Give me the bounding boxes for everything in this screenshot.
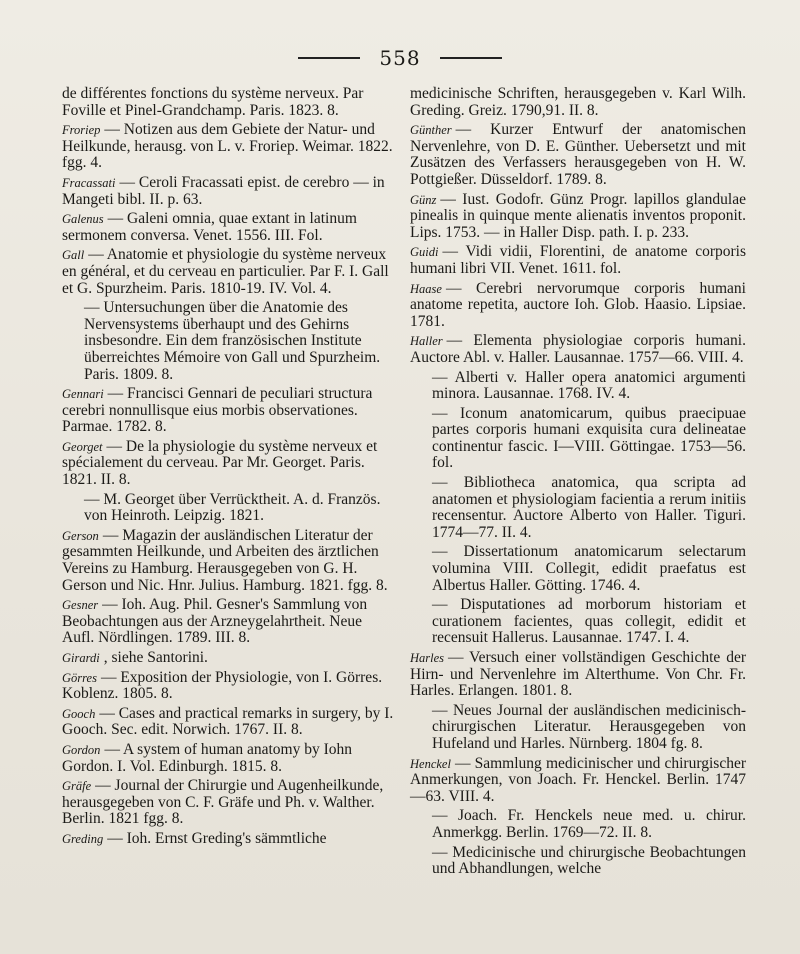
- header-rule-right: [440, 57, 502, 59]
- author-name: Gordon: [62, 742, 101, 757]
- entry-text: — A system of human anatomy by Iohn Gordon. I. Vol. Edinburgh. 1815. 8.: [62, 740, 352, 775]
- bibliography-entry: [62, 175, 394, 208]
- bibliography-entry: [410, 122, 746, 188]
- bibliography-entry: [62, 86, 394, 119]
- bibliography-entry: [410, 192, 746, 242]
- author-name: Günz: [410, 192, 437, 207]
- entry-text: — Elementa physiologiae corporis humani. Auctore Abl. v. Haller. Lausannae. 1757—66. VIII. 4.: [410, 332, 746, 366]
- bibliography-entry: [410, 406, 746, 472]
- entry-text: — Anatomie et physiologie du système nerveux en général, et du cerveau en particulier. Par F. I. Gall et G. Spurzheim. Paris. 1810-19. IV. Vol. 4.: [62, 246, 389, 297]
- author-name: Greding: [62, 831, 104, 846]
- author-name: Günther: [410, 123, 452, 138]
- author-name: Guidi: [410, 245, 439, 260]
- bibliography-entry: [62, 597, 394, 647]
- author-name: Haller: [410, 334, 443, 349]
- bibliography-entry: [62, 670, 394, 703]
- author-name: Galenus: [62, 212, 104, 227]
- author-name: Henckel: [410, 756, 451, 771]
- header-rule-left: [298, 57, 360, 59]
- entry-text: — Dissertationum anatomicarum selectarum volumina VIII. Collegit, edidit praefatus est Albertus Haller. Götting. 1746. 4.: [432, 543, 746, 594]
- entry-text: — Iconum anatomicarum, quibus praecipuae partes corporis humani exquisita cura delineatae continentur fascic. I—VIII. Göttingae. 1753—56. fol.: [432, 404, 746, 472]
- bibliography-entry: [410, 756, 746, 806]
- entry-text: — Neues Journal der ausländischen medicinisch-chirurgischen Literatur. Herausgegeben von Hufeland und Harles. Nürnberg. 1804 fg. 8.: [432, 701, 746, 752]
- page-number: 558: [379, 46, 421, 70]
- entry-text: — Iust. Godofr. Günz Progr. lapillos glandulae pinealis in quinque mente alienatis inventos proponit. Lips. 1753. — in Haller Disp. path. I. p. 233.: [410, 190, 746, 241]
- bibliography-entry: [410, 597, 746, 647]
- author-name: Gall: [62, 248, 85, 263]
- bibliography-entry: [410, 244, 746, 277]
- entry-text: — Cases and practical remarks in surgery, by I. Gooch. Sec. edit. Norwich. 1767. II. 8.: [62, 704, 394, 739]
- bibliography-entry: [410, 281, 746, 331]
- author-name: Haase: [410, 281, 442, 296]
- bibliography-entry: [62, 650, 394, 667]
- bibliography-entry: [410, 544, 746, 594]
- author-name: Gennari: [62, 387, 104, 402]
- entry-text: — Alberti v. Haller opera anatomici argumenti minora. Lausannae. 1768. IV. 4.: [432, 368, 746, 403]
- bibliography-entry: [410, 333, 746, 366]
- bibliography-entry: [62, 778, 394, 828]
- entry-text: — Joach. Fr. Henckels neue med. u. chirur. Anmerkgg. Berlin. 1769—72. II. 8.: [432, 807, 746, 841]
- left-column: [62, 86, 394, 851]
- entry-text: — De la physiologie du système nerveux et spécialement du cerveau. Par Mr. Georget. Paris. 1821. II. 8.: [62, 437, 378, 489]
- author-name: Gooch: [62, 706, 96, 721]
- bibliography-entry: [410, 703, 746, 753]
- right-column: [410, 86, 746, 881]
- bibliography-entry: [62, 211, 394, 244]
- entry-text: — Galeni omnia, quae extant in latinum sermonem conversa. Venet. 1556. III. Fol.: [62, 210, 357, 244]
- author-name: Gerson: [62, 528, 99, 543]
- bibliography-entry: [410, 86, 746, 119]
- author-name: Gräfe: [62, 779, 92, 794]
- bibliography-entry: [62, 439, 394, 489]
- author-name: Girardi: [62, 651, 100, 665]
- author-name: Gesner: [62, 598, 99, 613]
- entry-text: — Kurzer Entwurf der anatomischen Nervenlehre, von D. E. Günther. Uebersetzt und mit Zusätzen des Verfassers herausgegeben von H. W. Pottgießer. Düsseldorf. 1789. 8.: [410, 121, 746, 188]
- author-name: Görres: [62, 670, 97, 685]
- bibliography-entry: [62, 247, 394, 297]
- entry-text: — Journal der Chirurgie und Augenheilkunde, herausgegeben von C. F. Gräfe und Ph. v. Walther. Berlin. 1821 fgg. 8.: [62, 777, 384, 828]
- bibliography-entry: [62, 742, 394, 775]
- entry-text: — Versuch einer vollständigen Geschichte der Hirn- und Nervenlehre im Alterthume. Von Chr. Fr. Harles. Erlangen. 1801. 8.: [410, 649, 746, 700]
- entry-text: — Ioh. Aug. Phil. Gesner's Sammlung von Beobachtungen aus der Arzneygelahrtheit. Neue Aufl. Nördlingen. 1789. III. 8.: [62, 596, 368, 647]
- entry-text: medicinische Schriften, herausgegeben v. Karl Wilh. Greding. Greiz. 1790,91. II. 8.: [410, 85, 746, 119]
- bibliography-entry: [410, 845, 746, 878]
- author-name: Georget: [62, 439, 103, 454]
- author-name: Fracassati: [62, 175, 116, 190]
- entry-text: — Magazin der ausländischen Literatur der gesammten Heilkunde, und Arbeiten des ärztlichen Vereins zu Hamburg. Herausgegeben von G. H. Gerson und Nic. Hnr. Julius. Hamburg. 1821. fgg. 8.: [62, 526, 388, 594]
- bibliography-entry: [410, 475, 746, 541]
- entry-text: — Ioh. Ernst Greding's sämmtliche: [107, 829, 327, 847]
- bibliography-entry: [410, 370, 746, 403]
- entry-text: — Sammlung medicinischer und chirurgischer Anmerkungen, von Joach. Fr. Henckel. Berlin. 1747—63. VIII. 4.: [410, 754, 746, 805]
- entry-text: — Vidi vidii, Florentini, de anatome corporis humani libri VII. Venet. 1611. fol.: [410, 243, 746, 277]
- entry-text: — Disputationes ad morborum historiam et curationem facientes, quas collegit, edidit et recensuit Hallerus. Lausannae. 1747. I. 4.: [432, 596, 746, 647]
- bibliography-entry: [62, 492, 394, 525]
- entry-text: — Francisci Gennari de peculiari structura cerebri nonnullisque eius morbis observationes. Parmae. 1782. 8.: [62, 385, 373, 436]
- page-header: [0, 46, 800, 70]
- entry-text: — Medicinische und chirurgische Beobachtungen und Abhandlungen, welche: [432, 843, 746, 878]
- bibliography-entry: [62, 528, 394, 594]
- bibliography-entry: [62, 122, 394, 172]
- bibliography-entry: [62, 831, 394, 848]
- bibliography-entry: [62, 300, 394, 383]
- entry-text: — Exposition der Physiologie, von I. Görres. Koblenz. 1805. 8.: [62, 668, 383, 703]
- author-name: Froriep: [62, 123, 101, 138]
- entry-text: — Untersuchungen über die Anatomie des Nervensystems überhaupt und des Gehirns insbesondre. Ein dem französischen Institute überreichtes Mémoire von Gall und Spurzheim. Paris. 1809. 8.: [84, 299, 381, 383]
- entry-text: — Cerebri nervorumque corporis humani anatome repetita, auctore Ioh. Glob. Haasio. Lipsiae. 1781.: [410, 279, 746, 330]
- bibliography-entry: [410, 808, 746, 841]
- entry-text: — Bibliotheca anatomica, qua scripta ad anatomen et physiologiam facientia a rerum initiis recensentur. Auctore Alberto von Haller. Tiguri. 1774—77. II. 4.: [432, 474, 746, 541]
- author-name: Harles: [410, 651, 445, 665]
- bibliography-entry: [62, 706, 394, 739]
- entry-text: de différentes fonctions du système nerveux. Par Foville et Pinel-Grandchamp. Paris. 1823. 8.: [62, 85, 364, 119]
- bibliography-entry: [62, 386, 394, 436]
- bibliography-entry: [410, 650, 746, 700]
- entry-text: — Ceroli Fracassati epist. de cerebro — in Mangeti bibl. II. p. 63.: [62, 173, 385, 208]
- entry-text: , siehe Santorini.: [103, 649, 208, 666]
- entry-text: — Notizen aus dem Gebiete der Natur- und Heilkunde, herausg. von L. v. Froriep. Weimar. 1822. fgg. 4.: [62, 121, 393, 172]
- entry-text: — M. Georget über Verrücktheit. A. d. Französ. von Heinroth. Leipzig. 1821.: [84, 490, 381, 525]
